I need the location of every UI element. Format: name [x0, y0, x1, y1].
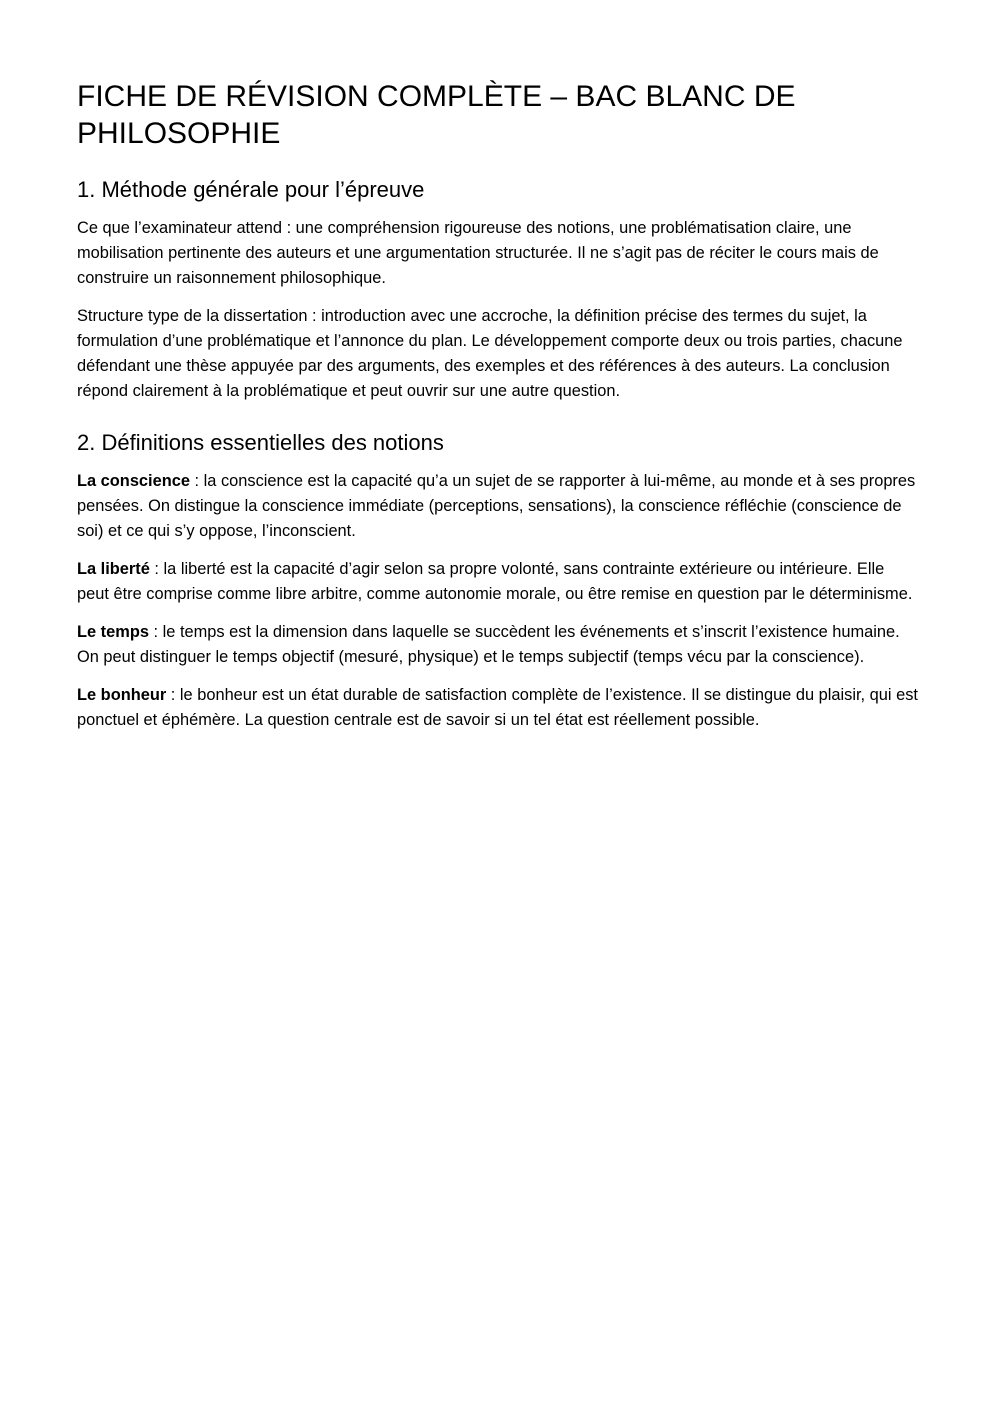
paragraph-expectations: Ce que l’examinateur attend : une compréhension rigoureuse des notions, une problématisation claire, une mobilisation pertinente des auteurs et une argumentation structurée. Il ne s’agit pas de réciter le cours mais de construire un raisonnement philosophique.	[77, 219, 879, 287]
paragraph-structure: Structure type de la dissertation : introduction avec une accroche, la définition précise des termes du sujet, la formulation d’une problématique et l’annonce du plan. Le développement comporte deux ou trois parties, chacune défendant une thèse appuyée par des arguments, des exemples et des références à des auteurs. La conclusion répond clairement à la problématique et peut ouvrir sur une autre question.	[77, 307, 903, 400]
definition-liberte	[77, 557, 919, 607]
definition-text: : la liberté est la capacité d’agir selon sa propre volonté, sans contrainte extérieure ou intérieure. Elle peut être comprise comme libre arbitre, comme autonomie morale, ou être remise en question par le déterminisme.	[77, 560, 913, 603]
section-definitions	[77, 429, 919, 733]
definition-term: Le temps	[77, 623, 149, 641]
section-heading: 2. Définitions essentielles des notions	[77, 430, 444, 455]
definition-term: La liberté	[77, 560, 150, 578]
document-title: FICHE DE RÉVISION COMPLÈTE – BAC BLANC DE PHILOSOPHIE	[77, 80, 796, 150]
definition-term: Le bonheur	[77, 686, 167, 704]
definition-conscience	[77, 469, 919, 544]
definition-bonheur	[77, 683, 919, 733]
section-method	[77, 176, 919, 404]
definition-temps	[77, 620, 919, 670]
definition-text: : le temps est la dimension dans laquelle se succèdent les événements et s’inscrit l’existence humaine. On peut distinguer le temps objectif (mesuré, physique) et le temps subjectif (temps vécu par la conscience).	[77, 623, 900, 666]
document-page	[77, 78, 919, 758]
definition-term: La conscience	[77, 472, 190, 490]
definition-text: : le bonheur est un état durable de satisfaction complète de l’existence. Il se distingue du plaisir, qui est ponctuel et éphémère. La question centrale est de savoir si un tel état est réellement possible.	[77, 686, 918, 729]
section-heading: 1. Méthode générale pour l’épreuve	[77, 177, 425, 202]
definition-text: : la conscience est la capacité qu’a un sujet de se rapporter à lui-même, au monde et à ses propres pensées. On distingue la conscience immédiate (perceptions, sensations), la conscience réfléchie (conscience de soi) et ce qui s’y oppose, l’inconscient.	[77, 472, 916, 540]
